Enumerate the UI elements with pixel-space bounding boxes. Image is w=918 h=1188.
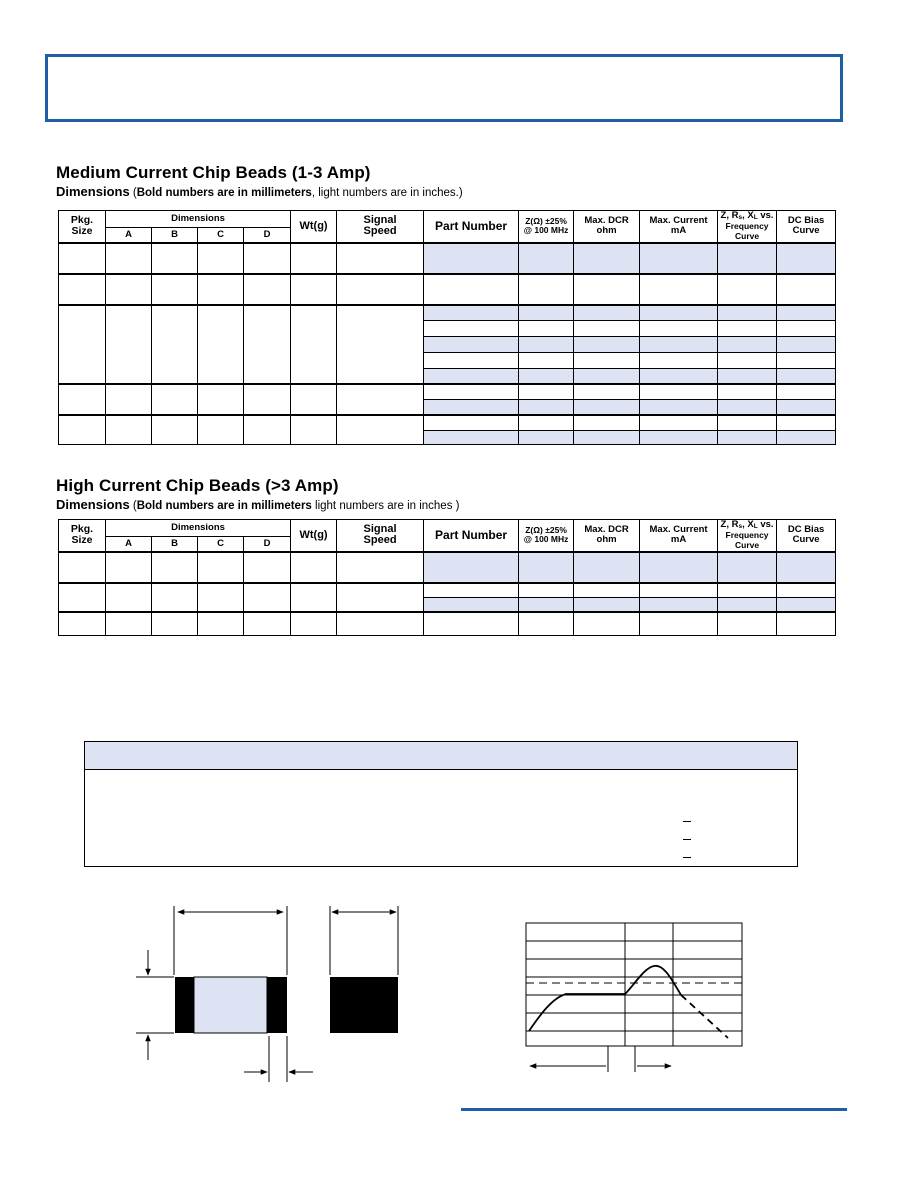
dc-bias-header: DC Bias Curve <box>777 211 836 243</box>
impedance-header: Z(Ω) ±25% @ 100 MHz <box>519 211 574 243</box>
chip-end-face <box>330 977 398 1033</box>
max-current-header: Max. Current mA <box>640 520 718 552</box>
dim-a-header: A <box>106 537 152 552</box>
signal-speed-header: Signal Speed <box>337 211 424 243</box>
chip-terminal-left <box>175 977 194 1033</box>
part-number-header: Part Number <box>424 211 519 243</box>
dim-b-header: B <box>152 228 198 243</box>
weight-header: Wt(g) <box>291 211 337 243</box>
dc-bias-header: DC Bias Curve <box>777 520 836 552</box>
chip-diagram-front <box>136 906 313 1082</box>
frequency-curve-header: Z, Rs, XL vs. Frequency Curve <box>718 211 777 243</box>
frequency-curve-header: Z, Rs, XL vs. Frequency Curve <box>718 520 777 552</box>
dimensions-header: Dimensions <box>106 211 291 228</box>
high-section-title: High Current Chip Beads (>3 Amp) <box>56 476 339 495</box>
dim-b-header: B <box>152 537 198 552</box>
max-dcr-header: Max. DCR ohm <box>574 211 640 243</box>
chip-diagram-end <box>330 906 398 1033</box>
impedance-curve-extrapolated <box>681 995 728 1038</box>
dim-d-header: D <box>244 537 291 552</box>
pkg-size-header: Pkg. Size <box>59 211 106 243</box>
max-current-header: Max. Current mA <box>640 211 718 243</box>
weight-header: Wt(g) <box>291 520 337 552</box>
chip-body <box>194 977 267 1033</box>
impedance-curve <box>529 966 681 1031</box>
part-number-header: Part Number <box>424 520 519 552</box>
pkg-size-header: Pkg. Size <box>59 520 106 552</box>
medium-section-subtitle: Dimensions (Bold numbers are in millimeters, light numbers are in inches.) <box>56 184 463 199</box>
dim-c-header: C <box>198 537 244 552</box>
chip-terminal-right <box>267 977 287 1033</box>
footer-rule <box>461 1108 847 1111</box>
high-section-subtitle: Dimensions (Bold numbers are in millimeters light numbers are in inches ) <box>56 497 460 512</box>
dim-d-header: D <box>244 228 291 243</box>
max-dcr-header: Max. DCR ohm <box>574 520 640 552</box>
frequency-curve-graph <box>526 923 742 1072</box>
dimensions-header: Dimensions <box>106 520 291 537</box>
impedance-header: Z(Ω) ±25% @ 100 MHz <box>519 520 574 552</box>
dim-c-header: C <box>198 228 244 243</box>
dim-a-header: A <box>106 228 152 243</box>
signal-speed-header: Signal Speed <box>337 520 424 552</box>
medium-section-title: Medium Current Chip Beads (1-3 Amp) <box>56 163 371 182</box>
